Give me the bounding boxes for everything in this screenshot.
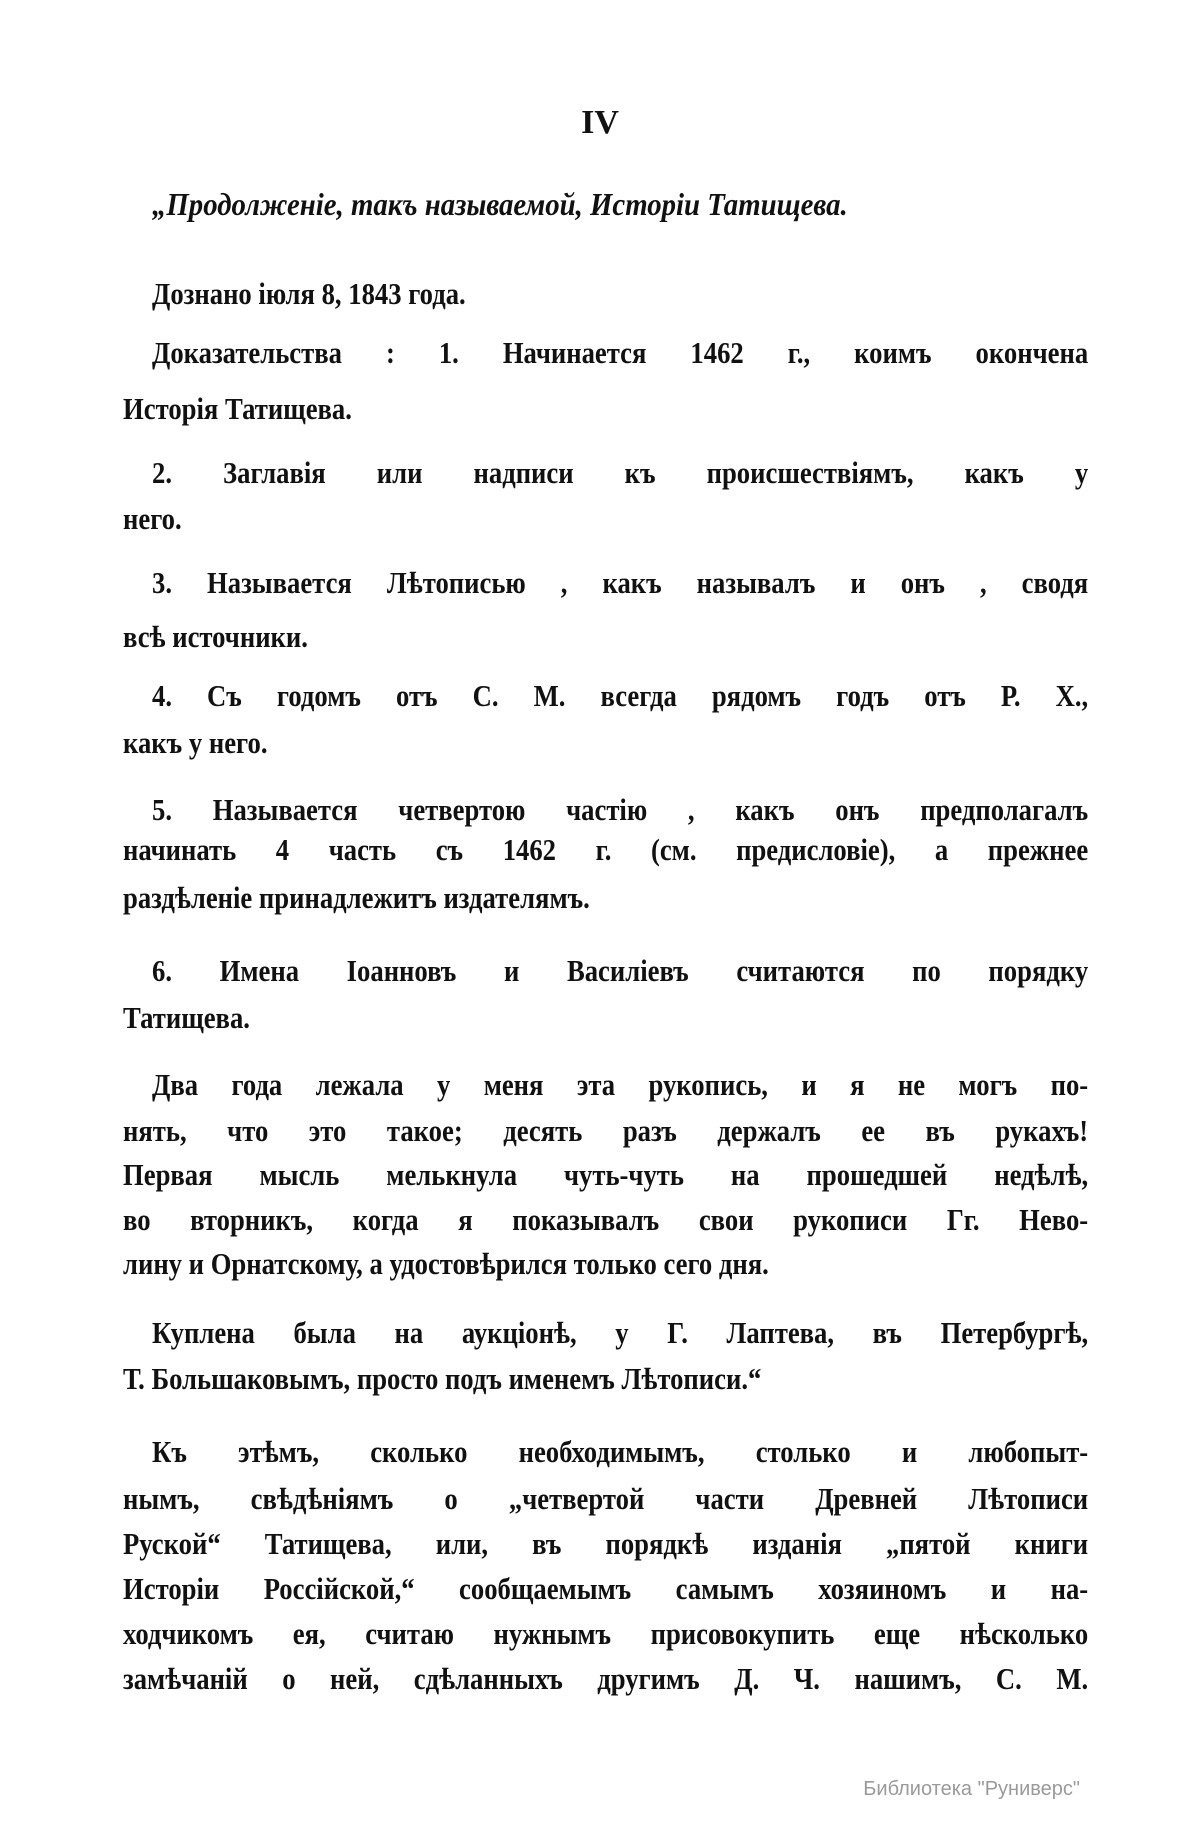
text-line: нять, что это такое; десять разъ держалъ ее въ рукахъ! — [123, 1113, 1089, 1148]
text-line: 6. Имена Іоанновъ и Василіевъ считаются по порядку — [152, 953, 1089, 988]
text-line: него. — [123, 501, 182, 536]
text-line: во вторникъ, когда я показывалъ свои рукописи Гг. Нево- — [123, 1202, 1089, 1237]
text-line: Первая мысль мелькнула чуть-чуть на прошедшей недѣлѣ, — [123, 1157, 1089, 1192]
text-line: какъ у него. — [123, 725, 268, 760]
text-line: 5. Называется четвертою частію , какъ онъ предполагалъ — [152, 792, 1089, 827]
text-line: всѣ источники. — [123, 619, 308, 654]
section-title: „Продолженіе, такъ называемой, Исторіи Татищева. — [152, 186, 848, 222]
text-line: ходчикомъ ея, считаю нужнымъ присовокупить еще нѣсколько — [123, 1616, 1089, 1651]
text-line: Т. Большаковымъ, просто подъ именемъ Лѣтописи.“ — [123, 1361, 762, 1396]
library-watermark: Библиотека "Руниверс" — [863, 1778, 1080, 1800]
text-line: лину и Орнатскому, а удостовѣрился только сего дня. — [123, 1246, 769, 1281]
text-line: Доказательства : 1. Начинается 1462 г., коимъ окончена — [152, 335, 1089, 370]
text-line: замѣчаній о ней, сдѣланныхъ другимъ Д. Ч. нашимъ, С. М. — [123, 1661, 1089, 1696]
text-line: Татищева. — [123, 1000, 250, 1035]
date-line: Дознано іюля 8, 1843 года. — [152, 276, 466, 311]
text-line: Исторіи Россійской,“ сообщаемымъ самымъ хозяиномъ и на- — [123, 1571, 1089, 1606]
text-line: Руской“ Татищева, или, въ порядкѣ изданія „пятой книги — [123, 1526, 1089, 1561]
text-line: Два года лежала у меня эта рукопись, и я не могъ по- — [152, 1067, 1089, 1102]
text-line: 2. Заглавія или надписи къ происшествіямъ, какъ у — [152, 455, 1089, 490]
text-line: 3. Называется Лѣтописью , какъ называлъ и онъ , сводя — [152, 565, 1089, 600]
text-line: Куплена была на аукціонѣ, у Г. Лаптева, въ Петербургѣ, — [152, 1315, 1089, 1350]
text-line: начинать 4 часть съ 1462 г. (см. предисловіе), а прежнее — [123, 832, 1089, 867]
text-line: раздѣленіе принадлежитъ издателямъ. — [123, 880, 590, 915]
page-number: IV — [581, 104, 619, 141]
text-line: Исторія Татищева. — [123, 391, 352, 426]
text-line: Къ этѣмъ, сколько необходимымъ, столько и любопыт- — [152, 1434, 1089, 1469]
text-line: 4. Съ годомъ отъ С. М. всегда рядомъ годъ отъ Р. Х., — [152, 678, 1089, 713]
text-line: нымъ, свѣдѣніямъ о „четвертой части Древней Лѣтописи — [123, 1481, 1089, 1516]
